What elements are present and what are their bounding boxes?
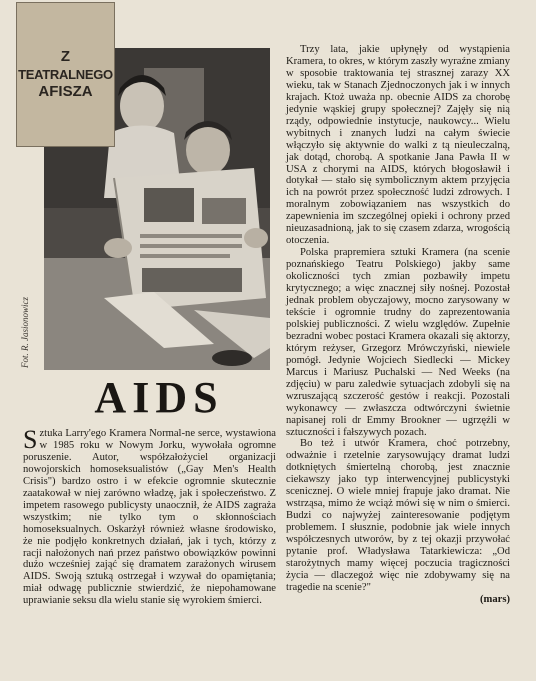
rubric-line-3: AFISZA bbox=[38, 83, 93, 101]
lead-text: ztuka Larry'ego Kramera Normal-ne serce, wystawiona w 1985 roku w Nowym Jorku, wywołała ogromne poruszenie. Autor, współzałożyciel organizacji nowojorskich homoseksualistów („Gay Men's Health Crisis") bardzo ostro i w efekcie ogromnie skutecznie zaatakował w niej zarówno władzę, jak i społeczeństwo. Z impetem rasowego publicysty unaocznił, że AIDS zagraża wszystkim; nie tylko tym o skłonnościach homoseksualnych. Oskarżył również własne środowisko, że nie podjęło konkretnych działań, jak i tych, którzy z racji nałożonych nań przez państwo obowiązków powinni dużo wcześniej zająć się dramatem zarażonych wirusem AIDS. Swoją sztuką ostrzegał i wzywał do opamiętania; miał odwagę publicznie stwierdzić, że niepohamowane uprawianie seksu dla wielu stanie się wyrokiem śmierci. bbox=[23, 428, 276, 607]
section-rubric-box bbox=[16, 2, 115, 147]
right-column bbox=[286, 44, 510, 606]
lead-paragraph bbox=[23, 425, 276, 607]
photo-credit: Fot. R. Jasionowicz bbox=[20, 297, 30, 368]
rubric-line-2: TEATRALNEGO bbox=[18, 66, 113, 82]
rubric-line-1: Z bbox=[60, 47, 71, 65]
article-headline: AIDS bbox=[94, 373, 224, 422]
paragraph-2: Polska prapremiera sztuki Kramera (na scenie poznańskiego Teatru Polskiego) jakby same okoliczności tych zmian pozbawiły impetu krytycznego; a więc znacznej siły nośnej. Pozostał jednak problem obyczajowy, mocno zarysowany w tekście i ogromnie trudny do zaprezentowania polskiej publiczności. Z wielu względów. Zupełnie bezradni wobec postaci Kramera okazali się aktorzy, którym reżyser, Grzegorz Mrówczyński, niewiele pomógł. Jedynie Wojciech Siedlecki — Mickey Marcus i Mariusz Puchalski — Ned Weeks (na zdjęciu) w paru zaledwie sytuacjach zdobyli się na wzruszającą szczerość gestów i reakcji. Pozostali wykonawcy — zwłaszcza odtwórczyni świetnie napisanej roli dr Emmy Brookner — ugrzęźli w sztuczności i fałszywych pozach. bbox=[286, 247, 510, 438]
paragraph-3: Bo też i utwór Kramera, choć potrzebny, odważnie i rzetelnie zarysowujący dramat ludzi dotkniętych śmiertelną chorobą, jest znacznie ciekawszy jako typ interwencyjnej publicystyki scenicznej. O wiele mniej frapuje jako dramat. Nie wstrząsa, mimo że wciąż mówi się w nim o śmierci. Budzi co najwyżej zainteresowanie podjętym problemem. I słusznie, podobnie jak wiele innych współczesnych utworów, by z tej okazji przywołać pytanie prof. Władysława Tatarkiewicza: „Od starożytnych mamy więcej poczucia tragiczności życia — dlaczegoż więc nie zdobywamy się na tragedie na scenie?" bbox=[286, 438, 510, 593]
drop-cap: S bbox=[23, 425, 38, 454]
paragraph-1: Trzy lata, jakie upłynęły od wystąpienia Kramera, to okres, w którym zaszły wyraźne zmiany w sposobie traktowania tej strasznej zarazy XX wieku, tak w Stanach Zjednoczonych jak i w innych krajach. Ktoż uważa np. obecnie AIDS za chorobę jedynie wąskiej grupy społecznej? Zajęły się nią rządy, odpowiednie instytucje, naukowcy... Wielu wybitnych i znanych ludzi na całym świecie włączyło się aktywnie do walki z tą nieuleczalną, jak dotąd, chorobą. A spotkanie Jana Pawła II w USA z chorymi na AIDS, których błogosławił i dotykał — stało się symbolicznym aktem przyjęcia ich na powrót przez społeczność ludzi zdrowych. I moralnym zobowiązaniem nas wszystkich do zapewnienia im szczególnej opieki i ochrony przed nieuzasadnioną, jak to się czasem zdarza, wrogością otoczenia. bbox=[286, 44, 510, 247]
author-signature: (mars) bbox=[479, 593, 510, 605]
